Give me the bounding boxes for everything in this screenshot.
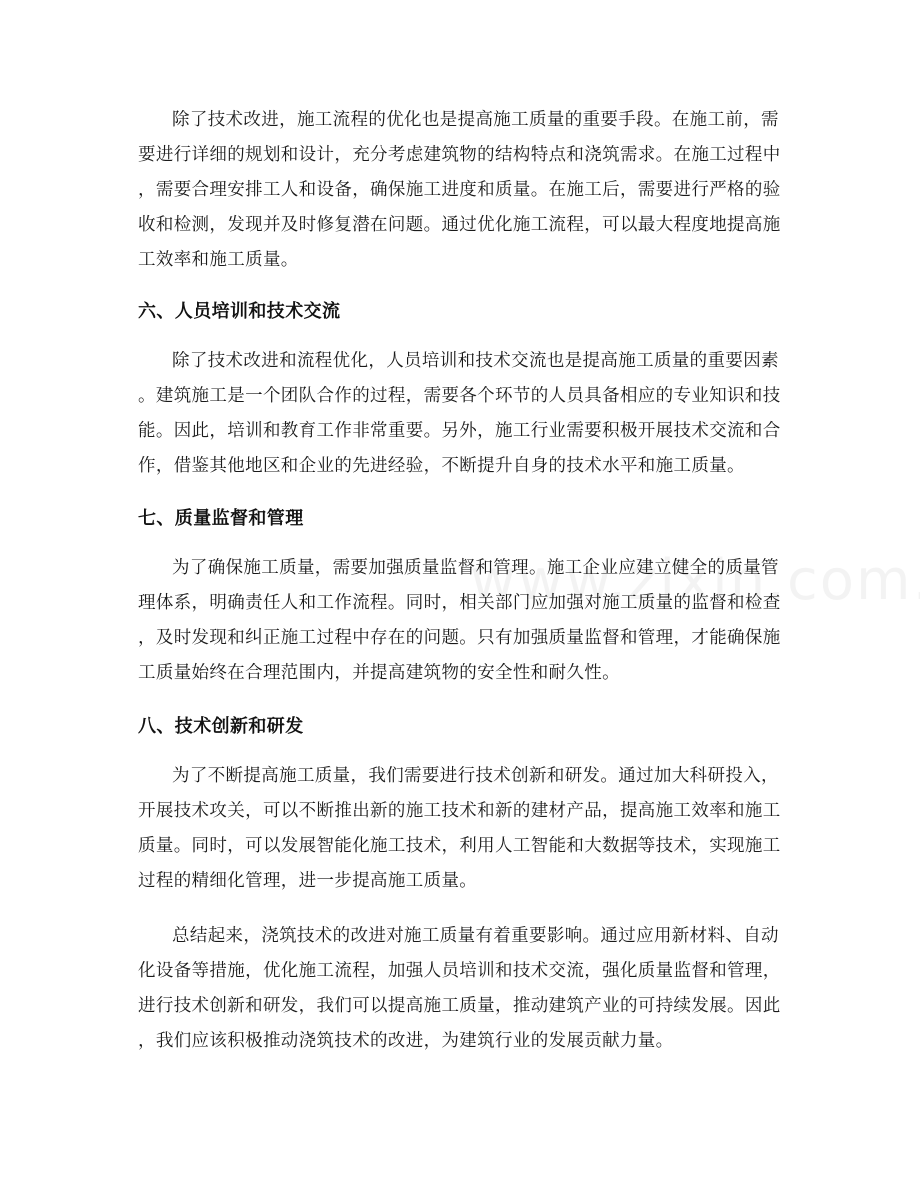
paragraph-line: 收和检测，发现并及时修复潜在问题。通过优化施工流程，可以最大程度地提高施	[138, 215, 781, 235]
paragraph-line: 为了不断提高施工质量，我们需要进行技术创新和研发。通过加大科研投入，	[172, 766, 779, 786]
paragraph-line: 总结起来，浇筑技术的改进对施工质量有着重要影响。通过应用新材料、自动	[172, 926, 779, 946]
paragraph-line: 为了确保施工质量，需要加强质量监督和管理。施工企业应建立健全的质量管	[172, 558, 779, 578]
section-heading: 七、质量监督和管理	[138, 508, 304, 529]
paragraph-line: 进行技术创新和研发，我们可以提高施工质量，推动建筑产业的可持续发展。因此	[138, 996, 781, 1016]
paragraph-line: 理体系，明确责任人和工作流程。同时，相关部门应加强对施工质量的监督和检查	[138, 593, 781, 613]
paragraph-line: 工效率和施工质量。	[138, 250, 299, 270]
paragraph-line: 除了技术改进，施工流程的优化也是提高施工质量的重要手段。在施工前，需	[172, 110, 779, 130]
paragraph-line: ，需要合理安排工人和设备，确保施工进度和质量。在施工后，需要进行严格的验	[138, 180, 781, 200]
paragraph-line: 。建筑施工是一个团队合作的过程，需要各个环节的人员具备相应的专业知识和技	[138, 386, 781, 406]
paragraph-line: 除了技术改进和流程优化，人员培训和技术交流也是提高施工质量的重要因素	[172, 351, 779, 371]
paragraph-line: 开展技术攻关，可以不断推出新的施工技术和新的建材产品，提高施工效率和施工	[138, 801, 781, 821]
paragraph-line: 作，借鉴其他地区和企业的先进经验，不断提升自身的技术水平和施工质量。	[138, 456, 745, 476]
paragraph-line: ，我们应该积极推动浇筑技术的改进，为建筑行业的发展贡献力量。	[138, 1031, 674, 1051]
paragraph-line: ，及时发现和纠正施工过程中存在的问题。只有加强质量监督和管理，才能确保施	[138, 628, 781, 648]
paragraph-line: 质量。同时，可以发展智能化施工技术，利用人工智能和大数据等技术，实现施工	[138, 836, 781, 856]
section-heading: 八、技术创新和研发	[138, 716, 304, 737]
paragraph-line: 要进行详细的规划和设计，充分考虑建筑物的结构特点和浇筑需求。在施工过程中	[138, 145, 781, 165]
section-heading: 六、人员培训和技术交流	[138, 301, 341, 322]
paragraph-line: 化设备等措施，优化施工流程，加强人员培训和技术交流，强化质量监督和管理，	[138, 961, 781, 981]
paragraph-line: 工质量始终在合理范围内，并提高建筑物的安全性和耐久性。	[138, 663, 620, 683]
paragraph-line: 过程的精细化管理，进一步提高施工质量。	[138, 871, 478, 891]
paragraph-line: 能。因此，培训和教育工作非常重要。另外，施工行业需要积极开展技术交流和合	[138, 421, 781, 441]
